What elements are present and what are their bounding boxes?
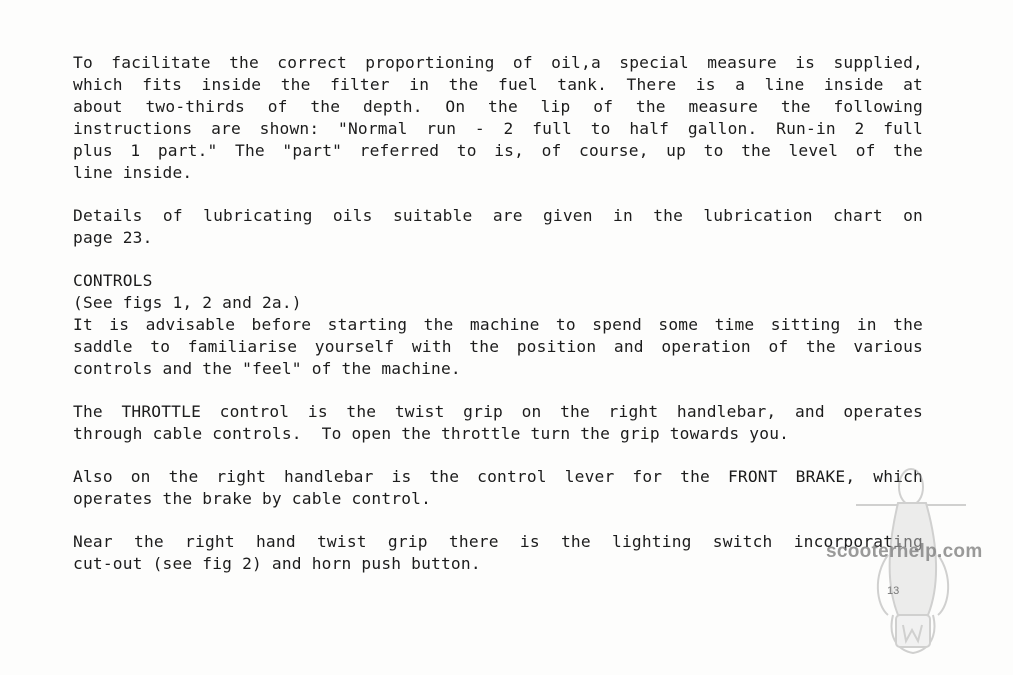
text-line: line inside. — [73, 163, 193, 182]
watermark-text: scooterhelp.com — [826, 541, 983, 562]
paragraph-lubrication-details — [73, 205, 923, 249]
text-line: page 23. — [73, 228, 153, 247]
text-line: Details of lubricating oils suitable are given in the lubrication chart on — [73, 206, 923, 225]
text-line: which fits inside the filter in the fuel tank. There is a line inside at — [73, 75, 923, 94]
paragraph-oil-measure — [73, 52, 923, 184]
text-line: The THROTTLE control is the twist grip on the right handlebar, and operates — [73, 402, 923, 421]
paragraph-front-brake — [73, 466, 923, 510]
text-line: controls and the "feel" of the machine. — [73, 359, 461, 378]
text-line: about two-thirds of the depth. On the lip of the measure the following — [73, 97, 923, 116]
text-line: saddle to familiarise yourself with the position and operation of the various — [73, 337, 923, 356]
text-line: It is advisable before starting the machine to spend some time sitting in the — [73, 315, 923, 334]
paragraph-lighting-switch — [73, 531, 923, 575]
text-line: through cable controls. To open the throttle turn the grip towards you. — [73, 424, 790, 443]
text-line: Near the right hand twist grip there is the lighting switch incorporating — [73, 532, 923, 551]
text-line: operates the brake by cable control. — [73, 489, 432, 508]
paragraph-throttle — [73, 401, 923, 445]
section-subheading: (See figs 1, 2 and 2a.) — [73, 293, 302, 312]
section-heading: CONTROLS — [73, 271, 153, 290]
text-line: To facilitate the correct proportioning of oil,a special measure is supplied, — [73, 53, 923, 72]
page-number: 13 — [887, 585, 900, 597]
section-controls — [73, 270, 923, 380]
body-text — [73, 52, 923, 596]
text-line: Also on the right handlebar is the control lever for the FRONT BRAKE, which — [73, 467, 923, 486]
text-line: instructions are shown: "Normal run - 2 full to half gallon. Run-in 2 full — [73, 119, 923, 138]
text-line: cut-out (see fig 2) and horn push button. — [73, 554, 481, 573]
text-line: plus 1 part." The "part" referred to is, of course, up to the level of the — [73, 141, 923, 160]
